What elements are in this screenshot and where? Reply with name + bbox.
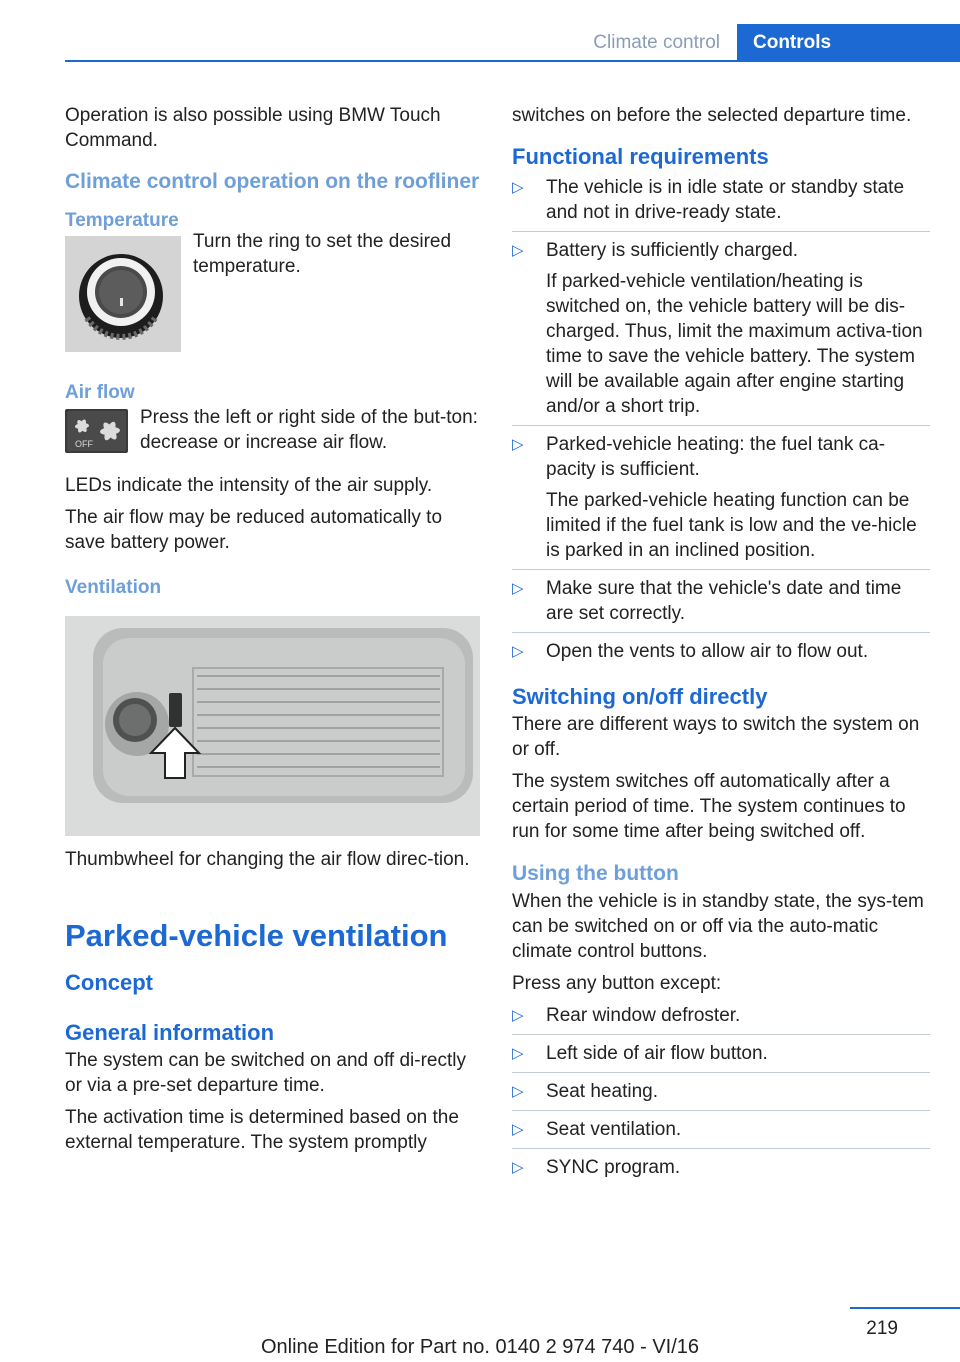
edition-footer: Online Edition for Part no. 0140 2 974 740 - VI/16 [260,1336,700,1358]
air-flow-figure-row [65,405,483,455]
triangle-bullet-icon: ▷ [512,436,524,453]
temperature-instruction: Turn the ring to set the desired temperature. [193,231,452,277]
triangle-bullet-icon: ▷ [512,643,524,660]
leds-paragraph: LEDs indicate the intensity of the air supply. [65,475,433,496]
air-flow-instruction: Press the left or right side of the but‐ton: decrease or increase air flow. [140,407,478,453]
requirements-list [512,175,930,664]
heading-roofliner: Climate control operation on the roofliner [65,170,480,193]
intro-paragraph: Operation is also possible using BMW Touch Command. [65,105,441,151]
list-item: ▷ Seat heating. [512,1072,930,1104]
list-item: ▷ Rear window defroster. [512,1005,741,1026]
general-paragraph-1: The system can be switched on and off di‐rectly or via a pre-set departure time. [65,1050,466,1096]
list-item: ▷ Seat ventilation. [512,1110,930,1142]
header-tab-controls: Controls [737,24,960,62]
page-number: 219 [866,1318,898,1339]
triangle-bullet-icon: ▷ [512,1045,524,1062]
air-flow-off-label: OFF [75,439,93,449]
heading-general-information: General information [65,1020,275,1045]
triangle-bullet-icon: ▷ [512,1159,524,1176]
heading-functional-requirements: Functional requirements [512,144,769,169]
except-list [512,1003,930,1180]
list-item: ▷ SYNC program. [512,1148,930,1180]
list-item: ▷ Parked-vehicle heating: the fuel tank ca‐pacity is sufficient. The parked-vehicle heating function can be limited if the fuel tank is low and the ve‐hicle is parked in an inclined position. [512,425,930,563]
list-item: ▷ Battery is sufficiently charged. If parked-vehicle ventilation/heating is switched on, the vehicle battery will be dis‐charged. Thus, limit the maximum activa‐tion time to save the vehicle battery. The system will be available again after engine starting and/or a short trip. [512,231,930,419]
triangle-bullet-icon: ▷ [512,179,524,196]
header-section-title: Climate control [593,32,720,53]
ventilation-caption: Thumbwheel for changing the air flow direc‐tion. [65,849,470,870]
list-item: ▷ The vehicle is in idle state or standby state and not in drive-ready state. [512,177,905,223]
list-item: ▷ Make sure that the vehicle's date and time are set correctly. [512,569,930,626]
ventilation-image [65,616,480,836]
temperature-ring-image [65,236,181,352]
switch-paragraph-2: The system switches off automatically after a certain period of time. The system continues to run for some time after being switched off. [512,771,906,842]
list-item: ▷ Open the vents to allow air to flow out. [512,632,930,664]
except-intro: Press any button except: [512,973,722,994]
heading-using-button: Using the button [512,862,679,885]
heading-ventilation: Ventilation [65,577,162,598]
air-reduce-paragraph: The air flow may be reduced automatically to save battery power. [65,507,443,553]
list-item: ▷ Left side of air flow button. [512,1034,930,1066]
button-paragraph: When the vehicle is in standby state, the sys‐tem can be switched on or off via the auto‐matic climate control buttons. [512,891,924,962]
triangle-bullet-icon: ▷ [512,1121,524,1138]
switch-paragraph-1: There are different ways to switch the system on or off. [512,714,920,760]
triangle-bullet-icon: ▷ [512,580,524,597]
triangle-bullet-icon: ▷ [512,1007,524,1024]
right-column [512,103,930,1186]
triangle-bullet-icon: ▷ [512,1083,524,1100]
air-flow-button-image [65,409,128,453]
heading-temperature: Temperature [65,210,179,231]
triangle-bullet-icon: ▷ [512,242,524,259]
temperature-figure-row [65,233,483,352]
heading-switching-directly: Switching on/off directly [512,684,768,709]
heading-parked-ventilation: Parked-vehicle ventilation [65,918,448,953]
heading-air-flow: Air flow [65,382,135,403]
heading-concept: Concept [65,970,153,995]
footer-rule [850,1307,960,1309]
continued-paragraph: switches on before the selected departure time. [512,105,912,126]
general-paragraph-2: The activation time is determined based on the external temperature. The system promptly [65,1107,459,1153]
left-column [65,103,483,1162]
